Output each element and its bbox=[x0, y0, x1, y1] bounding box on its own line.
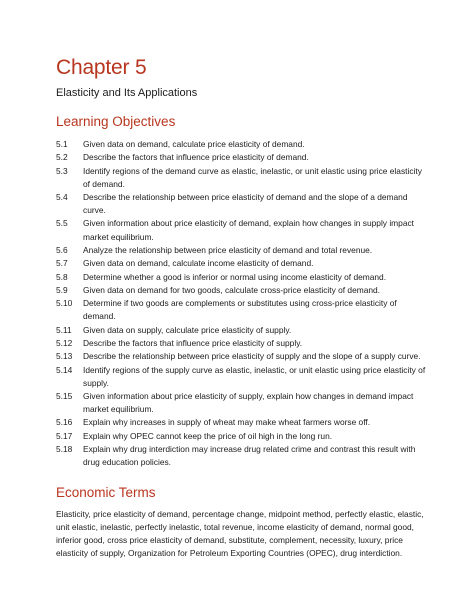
objective-item bbox=[56, 284, 428, 297]
objective-number: 5.10 bbox=[56, 298, 73, 309]
objective-number: 5.8 bbox=[56, 271, 68, 282]
objective-item bbox=[56, 350, 428, 363]
chapter-title: Chapter 5 bbox=[56, 56, 147, 79]
objective-number: 5.4 bbox=[56, 192, 68, 203]
objective-item bbox=[56, 217, 428, 243]
objective-number: 5.11 bbox=[56, 324, 72, 335]
objective-number: 5.14 bbox=[56, 364, 73, 375]
objective-number: 5.1 bbox=[56, 139, 68, 149]
objective-number: 5.9 bbox=[56, 284, 68, 295]
objective-text: Describe the factors that influence price elasticity of demand. bbox=[83, 152, 309, 163]
objective-number: 5.13 bbox=[56, 351, 73, 362]
chapter-subtitle: Elasticity and Its Applications bbox=[56, 87, 198, 99]
learning-objectives-list bbox=[56, 138, 428, 469]
objective-item bbox=[56, 244, 428, 257]
document-page bbox=[56, 56, 428, 560]
objective-text: Describe the relationship between price elasticity of demand and the slope of a demand curve. bbox=[83, 192, 408, 216]
objective-number: 5.12 bbox=[56, 337, 73, 348]
objective-item bbox=[56, 443, 428, 469]
objective-text: Explain why OPEC cannot keep the price of oil high in the long run. bbox=[83, 430, 333, 441]
objective-text: Given data on supply, calculate price elasticity of supply. bbox=[83, 324, 292, 335]
objective-item bbox=[56, 364, 428, 390]
objective-number: 5.7 bbox=[56, 258, 68, 269]
objective-text: Given information about price elasticity of supply, explain how changes in demand impact market equilibrium. bbox=[83, 391, 414, 415]
learning-objectives-heading: Learning Objectives bbox=[56, 114, 176, 129]
objective-item bbox=[56, 165, 428, 191]
objective-text: Describe the relationship between price elasticity of supply and the slope of a supply curve. bbox=[83, 351, 421, 362]
objective-item bbox=[56, 337, 428, 350]
objective-number: 5.3 bbox=[56, 165, 68, 176]
objective-number: 5.17 bbox=[56, 430, 73, 441]
objective-text: Analyze the relationship between price elasticity of demand and total revenue. bbox=[83, 244, 373, 255]
objective-item bbox=[56, 390, 428, 416]
objective-text: Determine whether a good is inferior or normal using income elasticity of demand. bbox=[83, 271, 387, 282]
objective-text: Identify regions of the supply curve as elastic, inelastic, or unit elastic using price elasticity of supply. bbox=[83, 364, 426, 388]
objective-item bbox=[56, 138, 428, 151]
objective-text: Describe the factors that influence price elasticity of supply. bbox=[83, 337, 303, 348]
objective-item bbox=[56, 271, 428, 284]
objective-text: Given data on demand, calculate price elasticity of demand. bbox=[83, 139, 305, 149]
objective-number: 5.15 bbox=[56, 391, 73, 402]
objective-number: 5.18 bbox=[56, 444, 73, 455]
objective-item bbox=[56, 416, 428, 429]
objective-item bbox=[56, 324, 428, 337]
objective-text: Identify regions of the demand curve as elastic, inelastic, or unit elastic using price elasticity of demand. bbox=[83, 165, 422, 189]
objective-item bbox=[56, 151, 428, 164]
objective-item bbox=[56, 257, 428, 270]
economic-terms-text: Elasticity, price elasticity of demand, percentage change, midpoint method, perfectly elastic, elastic, unit elastic, inelastic, perfectly inelastic, total revenue, income elasticity of demand, normal good, inferior good, cross price elasticity of demand, substitute, complement, necessity, luxury, price elasticity of supply, Organization for Petroleum Exporting Countries (OPEC), drug interdiction. bbox=[56, 509, 424, 559]
objective-text: Given information about price elasticity of demand, explain how changes in supply impact market equilibrium. bbox=[83, 218, 414, 242]
objective-number: 5.5 bbox=[56, 218, 68, 229]
objective-number: 5.6 bbox=[56, 244, 68, 255]
objective-item bbox=[56, 191, 428, 217]
objective-item bbox=[56, 297, 428, 323]
objective-item bbox=[56, 430, 428, 443]
economic-terms-heading: Economic Terms bbox=[56, 485, 156, 501]
objective-text: Explain why drug interdiction may increase drug related crime and contrast this result with drug education policies. bbox=[83, 444, 416, 468]
objective-number: 5.2 bbox=[56, 152, 68, 163]
objective-text: Given data on demand, calculate income elasticity of demand. bbox=[83, 258, 314, 269]
objective-number: 5.16 bbox=[56, 417, 73, 428]
objective-text: Explain why increases in supply of wheat may make wheat farmers worse off. bbox=[83, 417, 371, 428]
objective-text: Given data on demand for two goods, calculate cross-price elasticity of demand. bbox=[83, 284, 381, 295]
objective-text: Determine if two goods are complements or substitutes using cross-price elasticity of demand. bbox=[83, 298, 397, 322]
